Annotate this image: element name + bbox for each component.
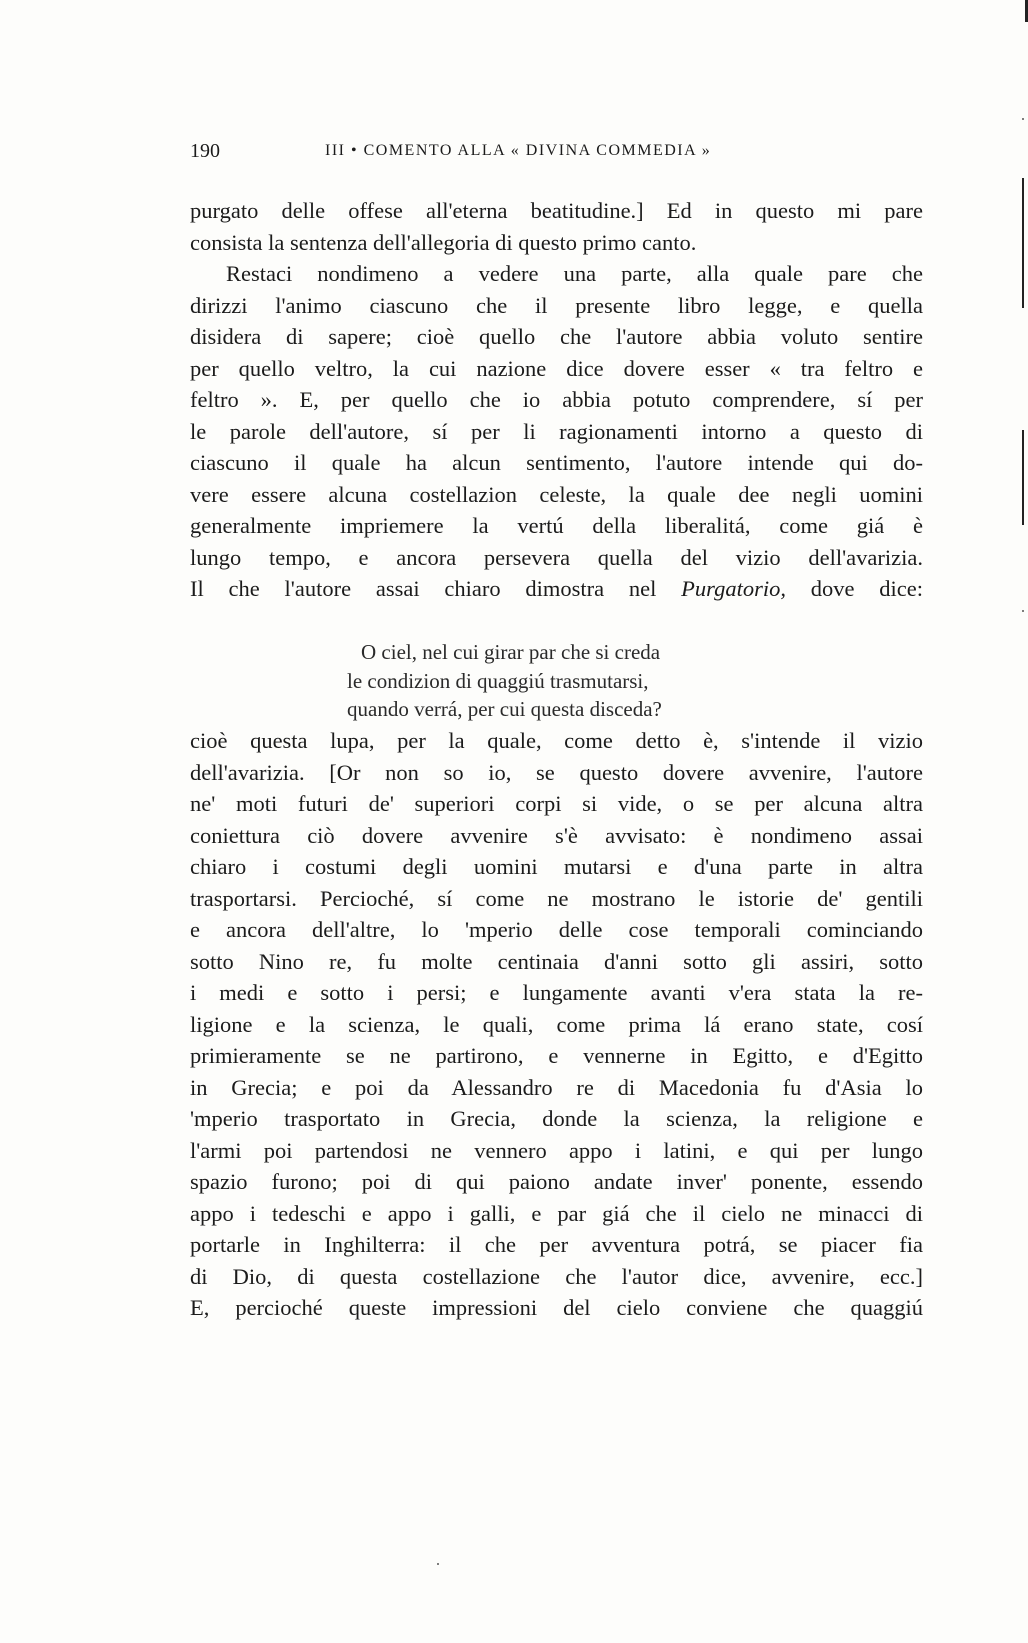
text-line-with-title [190,573,923,605]
work-title: Purgatorio, [681,576,786,601]
text-line: primieramente se ne partirono, e vennerne in Egitto, e d'Egitto [190,1043,923,1068]
page-header [190,140,785,166]
text-line: dell'avarizia. [Or non so io, se questo dovere avvenire, l'autore [190,759,923,785]
page-number: 190 [190,140,220,162]
text-line: consista la sentenza dell'allegoria di questo primo canto. [190,229,697,255]
text-line: ne' moti futuri de' superiori corpi si vide, o se per alcuna altra [190,791,923,816]
text-line: dirizzi l'animo ciascuno che il presente libro legge, e quella [190,292,923,318]
scan-speck [1022,610,1024,612]
text-fragment: dove dice: [785,576,923,601]
scan-edge-mark [1022,430,1024,525]
verse-quotation [347,638,662,724]
text-line: le parole dell'autore, sí per li ragionamenti intorno a questo di [190,418,923,444]
text-line: ligione e la scienza, le quali, come prima lá erano state, cosí [190,1011,923,1037]
text-line: in Grecia; e poi da Alessandro re di Macedonia fu d'Asia lo [190,1074,923,1100]
text-line: ciascuno il quale ha alcun sentimento, l'autore intende qui do- [190,450,923,475]
text-line: cioè questa lupa, per la quale, come detto è, s'intende il vizio [190,728,923,753]
text-line: vere essere alcuna costellazion celeste, la quale dee negli uomini [190,481,923,507]
text-fragment: Il che l'autore assai chiaro dimostra nel [190,576,682,601]
text-line: 'mperio trasportato in Grecia, donde la scienza, la religione e [190,1106,923,1131]
paragraph-block-2 [190,725,923,1324]
text-line: appo i tedeschi e appo i galli, e par giá che il cielo ne minacci di [190,1200,923,1226]
scan-edge-mark [1022,178,1024,308]
text-line: coniettura ciò dovere avvenire s'è avvisato: è nondimeno assai [190,822,923,848]
text-line: feltro ». E, per quello che io abbia potuto comprendere, sí per [190,387,923,412]
text-line: chiaro i costumi degli uomini mutarsi e d'una parte in altra [190,854,923,879]
text-line: disidera di sapere; cioè quello che l'autore abbia voluto sentire [190,324,923,349]
text-line: e ancora dell'altre, lo 'mperio delle cose temporali cominciando [190,917,923,942]
text-line: sotto Nino re, fu molte centinaia d'anni sotto gli assiri, sotto [190,948,923,974]
text-line: lungo tempo, e ancora persevera quella del vizio dell'avarizia. [190,544,923,570]
text-line: E, percioché queste impressioni del cielo conviene che quaggiú [190,1295,923,1320]
verse-line: quando verrá, per cui questa disceda? [347,697,662,721]
text-line: l'armi poi partendosi ne vennero appo i latini, e qui per lungo [190,1137,923,1163]
verse-line: O ciel, nel cui girar par che si creda [361,640,661,664]
scan-speck [437,1563,439,1565]
text-line: generalmente impriemere la vertú della liberalitá, come giá è [190,513,923,538]
text-line: purgato delle offese all'eterna beatitudine.] Ed in questo mi pare [190,198,923,223]
verse-line: le condizion di quaggiú trasmutarsi, [347,668,649,693]
text-line: i medi e sotto i persi; e lungamente avanti v'era stata la re- [190,980,923,1005]
running-title: III • COMENTO ALLA « DIVINA COMMEDIA » [325,142,712,159]
text-line: di Dio, di questa costellazione che l'autor dice, avvenire, ecc.] [190,1263,923,1289]
text-line: spazio furono; poi di qui paiono andate inver' ponente, essendo [190,1169,923,1194]
text-line: trasportarsi. Percioché, sí come ne mostrano le istorie de' gentili [190,885,923,911]
text-line: per quello veltro, la cui nazione dice dovere esser « tra feltro e [190,355,923,381]
text-line: portarle in Inghilterra: il che per avventura potrá, se piacer fia [190,1232,923,1257]
paragraph-block-1 [190,195,923,605]
text-line: Restaci nondimeno a vedere una parte, alla quale pare che [226,261,923,286]
scan-speck [1022,118,1024,120]
